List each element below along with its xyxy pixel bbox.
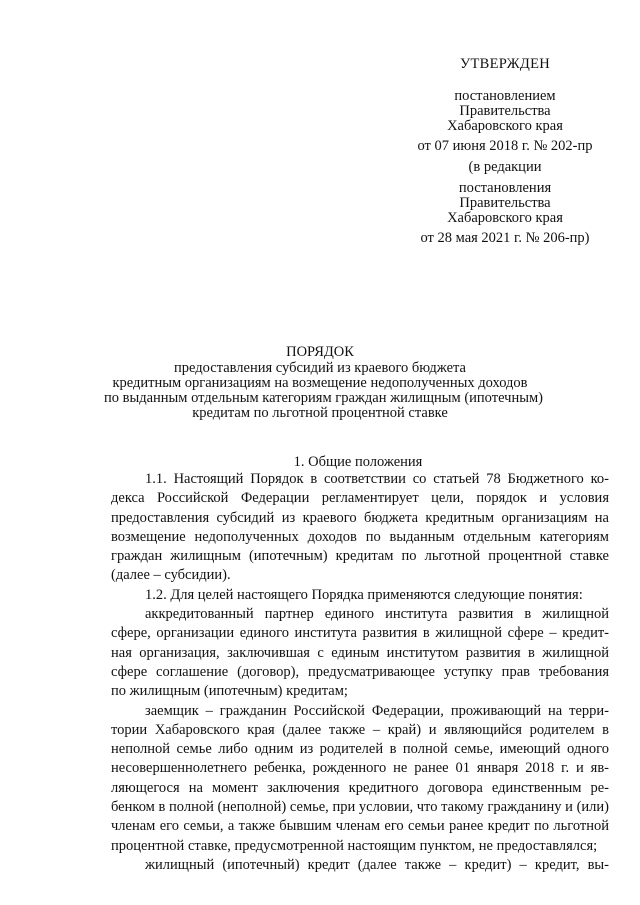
subtitle-line: кредитам по льготной процентной ставке	[192, 405, 448, 421]
paragraph-line: ляющегося на момент заключения кредитного договора единственным ре-	[111, 779, 609, 796]
section-heading: 1. Общие положения	[293, 454, 423, 470]
subtitle-line: предоставления субсидий из краевого бюджета	[174, 360, 466, 376]
paragraph-line: несовершеннолетнего ребенка, рожденного не ранее 01 января 2018 г. и яв-	[111, 760, 609, 777]
approval-line: постановления	[458, 180, 552, 196]
paragraph-line: заемщик – гражданин Российской Федерации, проживающий на терри-	[145, 702, 609, 719]
subtitle-line: по выданным отдельным категориям граждан жилищным (ипотечным)	[104, 390, 543, 406]
document-subtitle	[104, 360, 543, 421]
approval-line: от 28 мая 2021 г. № 206-пр)	[420, 230, 590, 246]
paragraph-line: членам его семьи, а также бывшим членам его семьи ранее кредит по льготной	[111, 818, 609, 835]
approval-block	[392, 57, 618, 246]
paragraph-line: сфере, организации единого института развития в жилищной сфере – кредит-	[111, 625, 609, 642]
paragraph-line: тории Хабаровского края (далее также – край) и являющийся родителем в	[111, 721, 609, 738]
paragraph-line: декса Российской Федерации регламентирует цели, порядок и условия	[111, 490, 609, 507]
approval-line: постановлением	[454, 88, 556, 104]
paragraph-line: предоставления субсидий из краевого бюджета кредитным организациям на	[111, 509, 609, 526]
approved-heading: УТВЕРЖДЕН	[459, 56, 551, 72]
paragraph-line: сфере соглашение (договор), предусматривающее уступку прав требования	[111, 663, 609, 680]
approval-line: (в редакции	[468, 159, 542, 175]
paragraph-line: ная организация, заключившая с единым институтом развития в жилищной	[111, 644, 609, 661]
approval-line: от 07 июня 2018 г. № 202-пр	[417, 138, 593, 154]
subtitle-line: кредитным организациям на возмещение недополученных доходов	[112, 375, 528, 391]
approval-line: Хабаровского края	[447, 210, 563, 226]
paragraph-line: процентной ставке, предусмотренной настоящим пунктом, не предоставлялся;	[111, 837, 598, 854]
paragraph-line: неполной семье либо одним из родителей в полной семье, имеющий одного	[111, 741, 609, 758]
paragraph-line: 1.2. Для целей настоящего Порядка применяются следующие понятия:	[145, 586, 583, 603]
paragraph-line: аккредитованный партнер единого института развития в жилищной	[145, 606, 609, 623]
approval-line: Правительства	[459, 103, 551, 119]
paragraph-line: граждан жилищным (ипотечным) кредитам по льготной процентной ставке	[111, 548, 609, 565]
body-text	[111, 470, 609, 875]
paragraph-line: бенком в полной (неполной) семье, при условии, что такому гражданину и (или)	[111, 799, 609, 816]
paragraph-line: возмещение недополученных доходов по выданным отдельным категориям	[111, 528, 609, 545]
paragraph-line: по жилищным (ипотечным) кредитам;	[111, 683, 348, 700]
paragraph-line: жилищный (ипотечный) кредит (далее также – кредит) – кредит, вы-	[145, 856, 609, 873]
paragraph-line: (далее – субсидии).	[111, 567, 231, 584]
paragraph-line: 1.1. Настоящий Порядок в соответствии со статьей 78 Бюджетного ко-	[145, 471, 609, 487]
document-title: ПОРЯДОК	[286, 344, 354, 360]
approval-line: Хабаровского края	[447, 118, 563, 134]
approval-line: Правительства	[459, 195, 551, 211]
